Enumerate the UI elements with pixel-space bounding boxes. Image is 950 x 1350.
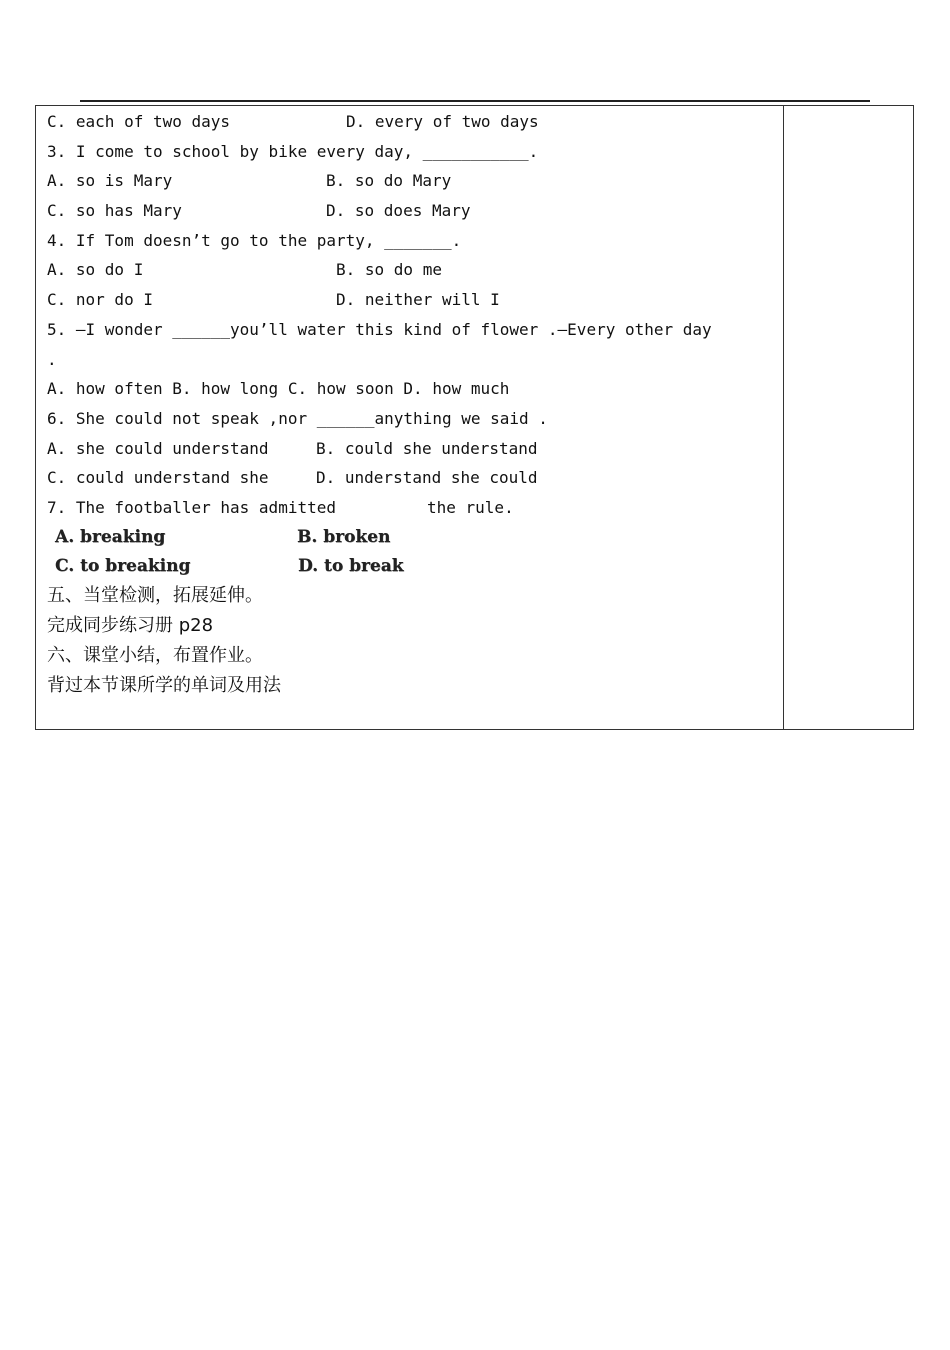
- option-b: B. so do Mary: [326, 171, 452, 191]
- question-text-end: the rule.: [427, 497, 514, 517]
- option-d: D. so does Mary: [326, 201, 471, 221]
- option-c: C. so has Mary: [47, 201, 182, 221]
- option-d: D. every of two days: [346, 112, 539, 131]
- question-5-stem: [47, 315, 779, 345]
- question-text: 6. She could not speak ,nor ______anything we said .: [47, 408, 548, 428]
- question-5-stem-continued: [47, 345, 779, 375]
- question-text-end: .: [47, 349, 57, 369]
- question-3-stem: [47, 137, 779, 167]
- option-list: A. how often B. how long C. how soon D. how much: [47, 379, 510, 399]
- question-6-options-ab: [47, 434, 779, 464]
- section-five-body: 完成同步练习册 p28: [47, 614, 214, 636]
- question-4-stem: [47, 226, 779, 256]
- option-d: D. neither will I: [336, 290, 500, 310]
- question-6-options-cd: [47, 463, 779, 493]
- option-c: C. to breaking: [55, 555, 191, 576]
- option-a: A. so is Mary: [47, 171, 173, 191]
- option-c: C. nor do I: [47, 290, 153, 310]
- option-c: C. each of two days: [47, 112, 231, 131]
- section-six-title: 六、课堂小结，布置作业。: [47, 644, 263, 666]
- table-column-divider: [783, 105, 784, 730]
- exercise-content: [47, 107, 779, 701]
- question-text: 4. If Tom doesn’t go to the party, _______.: [47, 230, 462, 250]
- question-2-options-cd: [47, 107, 779, 137]
- option-b: B. broken: [297, 526, 391, 547]
- option-b: B. could she understand: [316, 438, 538, 458]
- option-a: A. so do I: [47, 260, 144, 280]
- option-d: D. to break: [298, 555, 404, 576]
- question-text: 5. —I wonder ______you’ll water this kind of flower .—Every other day: [47, 319, 712, 339]
- question-7-options-cd: [47, 552, 779, 581]
- question-3-options-cd: [47, 196, 779, 226]
- question-text: 3. I come to school by bike every day, ___________.: [47, 141, 539, 161]
- option-d: D. understand she could: [316, 468, 538, 488]
- question-7-options-ab: [47, 523, 779, 552]
- option-a: A. she could understand: [47, 438, 269, 458]
- question-7-stem: [47, 493, 779, 523]
- section-five-title: 五、当堂检测，拓展延伸。: [47, 584, 263, 606]
- question-3-options-ab: [47, 166, 779, 196]
- question-6-stem: [47, 404, 779, 434]
- option-c: C. could understand she: [47, 468, 269, 488]
- option-a: A. breaking: [55, 526, 166, 547]
- question-text: 7. The footballer has admitted: [47, 497, 336, 517]
- header-rule: [80, 100, 870, 102]
- question-4-options-cd: [47, 285, 779, 315]
- question-4-options-ab: [47, 255, 779, 285]
- question-5-options: [47, 374, 779, 404]
- section-six-body: 背过本节课所学的单词及用法: [47, 674, 281, 696]
- option-b: B. so do me: [336, 260, 442, 280]
